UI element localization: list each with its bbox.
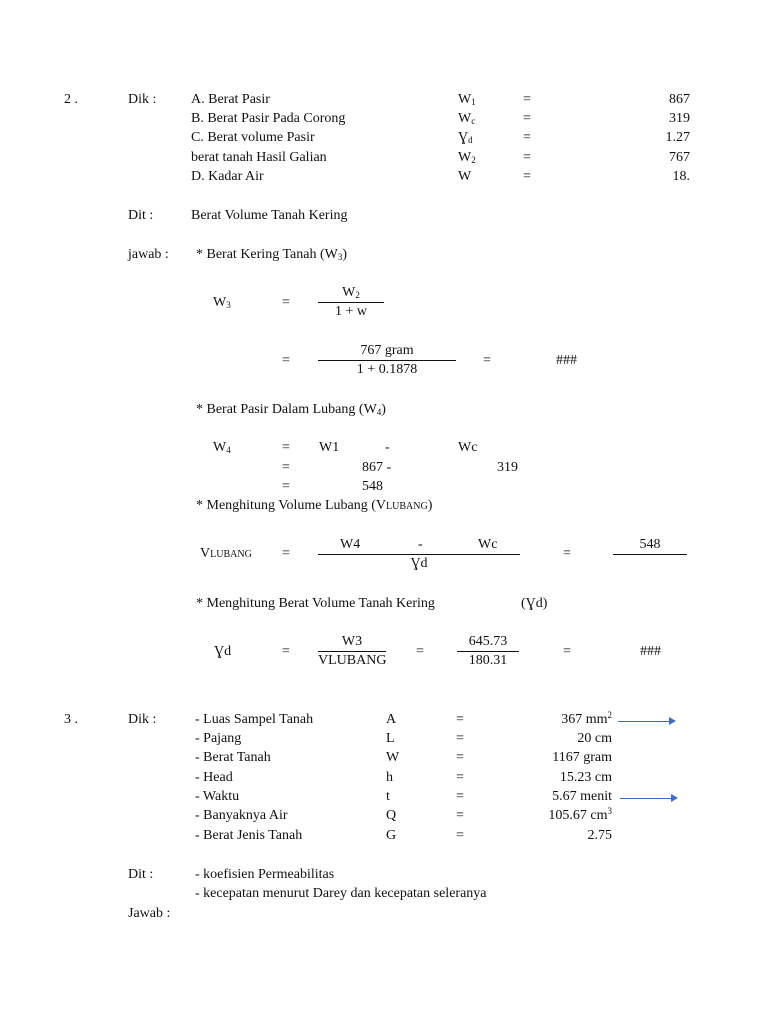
equals-sign: = bbox=[282, 546, 290, 561]
given-value: 367 $mm^2$ bbox=[561, 710, 612, 727]
equals-sign: = bbox=[456, 712, 464, 727]
given-value: 18. bbox=[672, 169, 690, 184]
given-value: 2.75 bbox=[587, 828, 612, 843]
step3-numerator-b: Wc bbox=[478, 537, 498, 552]
step4-result: ### bbox=[640, 644, 661, 659]
q2-dit-text: Berat Volume Tanah Kering bbox=[191, 208, 348, 223]
q2-number: 2 . bbox=[64, 92, 78, 107]
given-value: 15.23 cm bbox=[559, 770, 612, 785]
given-symbol: h bbox=[386, 770, 393, 785]
arrow-right-icon bbox=[618, 721, 674, 722]
given-label: - Waktu bbox=[195, 789, 240, 804]
q3-jawab-label: Jawab : bbox=[128, 906, 171, 921]
equals-sign: = bbox=[282, 440, 290, 455]
given-label: - Luas Sampel Tanah bbox=[195, 712, 314, 727]
given-symbol: $W_c$ bbox=[458, 111, 476, 126]
step3-title: * Menghitung Volume Lubang (VLUBANG) bbox=[196, 498, 433, 513]
q3-dit-item: - koefisien Permeabilitas bbox=[195, 867, 335, 882]
step1-numerator-2: 767 gram bbox=[360, 343, 414, 358]
given-symbol: A bbox=[386, 712, 397, 727]
given-value: 20 cm bbox=[577, 731, 612, 746]
step1-lhs: $W_3$ bbox=[213, 295, 231, 310]
step4-title: * Menghitung Berat Volume Tanah Kering bbox=[196, 596, 435, 611]
q3-dit-item: - kecepatan menurut Darey dan kecepatan seleranya bbox=[195, 886, 487, 901]
equals-sign: = bbox=[563, 546, 571, 561]
given-symbol: Q bbox=[386, 808, 397, 823]
equals-sign: = bbox=[523, 92, 531, 107]
given-symbol: W bbox=[386, 750, 400, 765]
equals-sign: = bbox=[523, 150, 531, 165]
given-label: berat tanah Hasil Galian bbox=[191, 150, 327, 165]
equals-sign: = bbox=[523, 111, 531, 126]
arrow-right-icon bbox=[620, 798, 676, 799]
equals-sign: = bbox=[523, 130, 531, 145]
fraction-bar bbox=[457, 651, 519, 652]
given-symbol: t bbox=[386, 789, 390, 804]
q3-dik-label: Dik : bbox=[128, 712, 157, 727]
given-value: 1.27 bbox=[665, 130, 690, 145]
given-value: 319 bbox=[669, 111, 690, 126]
equals-sign: = bbox=[282, 460, 290, 475]
equals-sign: = bbox=[282, 479, 290, 494]
given-label: C. Berat volume Pasir bbox=[191, 130, 315, 145]
step2-term-b-value: 319 bbox=[497, 460, 518, 475]
fraction-bar bbox=[318, 302, 384, 303]
q3-dit-label: Dit : bbox=[128, 867, 154, 882]
fraction-bar bbox=[318, 554, 520, 555]
equals-sign: = bbox=[416, 644, 424, 659]
given-label: A. Berat Pasir bbox=[191, 92, 270, 107]
given-value: 767 bbox=[669, 150, 690, 165]
step4-denominator: VLUBANG bbox=[318, 653, 387, 668]
fraction-bar bbox=[613, 554, 687, 555]
step2-title: * Berat Pasir Dalam Lubang $(W_4)$ bbox=[196, 402, 386, 417]
step4-numerator-2: 645.73 bbox=[468, 634, 508, 649]
step4-lhs: Ɣd bbox=[214, 644, 232, 659]
fraction-bar bbox=[318, 360, 456, 361]
step1-denominator: 1 + w bbox=[334, 304, 367, 319]
step1-denominator-2: 1 + 0.1878 bbox=[356, 362, 418, 377]
q2-dik-label: Dik : bbox=[128, 92, 157, 107]
step1-title: * Berat Kering Tanah $(W_3)$ bbox=[196, 247, 347, 262]
given-symbol: $Ɣ_d$ bbox=[458, 130, 473, 145]
given-label: B. Berat Pasir Pada Corong bbox=[191, 111, 346, 126]
q2-dit-label: Dit : bbox=[128, 208, 154, 223]
given-value: 105.67 $cm^3$ bbox=[548, 806, 612, 823]
step3-result-numerator: 548 bbox=[639, 537, 661, 552]
equals-sign: = bbox=[456, 770, 464, 785]
equals-sign: = bbox=[456, 828, 464, 843]
given-symbol: L bbox=[386, 731, 395, 746]
step2-term-b: Wc bbox=[458, 440, 478, 455]
step3-denominator: Ɣd bbox=[410, 556, 428, 571]
step2-lhs: $W_4$ bbox=[213, 440, 231, 455]
step1-result: ### bbox=[556, 353, 577, 368]
given-label: - Pajang bbox=[195, 731, 242, 746]
step2-term-a-value: 867 - bbox=[362, 460, 392, 475]
given-value: 5.67 menit bbox=[552, 789, 612, 804]
step2-term-a: W1 bbox=[319, 440, 340, 455]
q3-number: 3 . bbox=[64, 712, 78, 727]
minus-sign: - bbox=[418, 537, 423, 552]
given-symbol: G bbox=[386, 828, 397, 843]
given-label: - Head bbox=[195, 770, 233, 785]
given-label: - Berat Jenis Tanah bbox=[195, 828, 303, 843]
given-symbol: $W_2$ bbox=[458, 150, 476, 165]
equals-sign: = bbox=[456, 731, 464, 746]
equals-sign: = bbox=[456, 789, 464, 804]
fraction-bar bbox=[318, 651, 386, 652]
equals-sign: = bbox=[483, 353, 491, 368]
step3-lhs: VLUBANG bbox=[200, 546, 252, 561]
equals-sign: = bbox=[563, 644, 571, 659]
equals-sign: = bbox=[282, 295, 290, 310]
given-symbol: W bbox=[458, 169, 472, 184]
given-value: 867 bbox=[669, 92, 690, 107]
given-label: - Banyaknya Air bbox=[195, 808, 288, 823]
equals-sign: = bbox=[523, 169, 531, 184]
given-label: - Berat Tanah bbox=[195, 750, 271, 765]
given-symbol: $W_1$ bbox=[458, 92, 476, 107]
equals-sign: = bbox=[282, 353, 290, 368]
step1-numerator: $W_2$ bbox=[342, 285, 360, 300]
step3-numerator-a: W4 bbox=[340, 537, 361, 552]
given-value: 1167 gram bbox=[552, 750, 612, 765]
equals-sign: = bbox=[456, 750, 464, 765]
equals-sign: = bbox=[282, 644, 290, 659]
step4-denominator-2: 180.31 bbox=[468, 653, 508, 668]
q2-jawab-label: jawab : bbox=[128, 247, 169, 262]
given-label: D. Kadar Air bbox=[191, 169, 264, 184]
minus-sign: - bbox=[385, 440, 390, 455]
step4-numerator: W3 bbox=[341, 634, 363, 649]
step4-title-symbol: (Ɣd) bbox=[521, 596, 548, 611]
equals-sign: = bbox=[456, 808, 464, 823]
step2-result: 548 bbox=[362, 479, 383, 494]
